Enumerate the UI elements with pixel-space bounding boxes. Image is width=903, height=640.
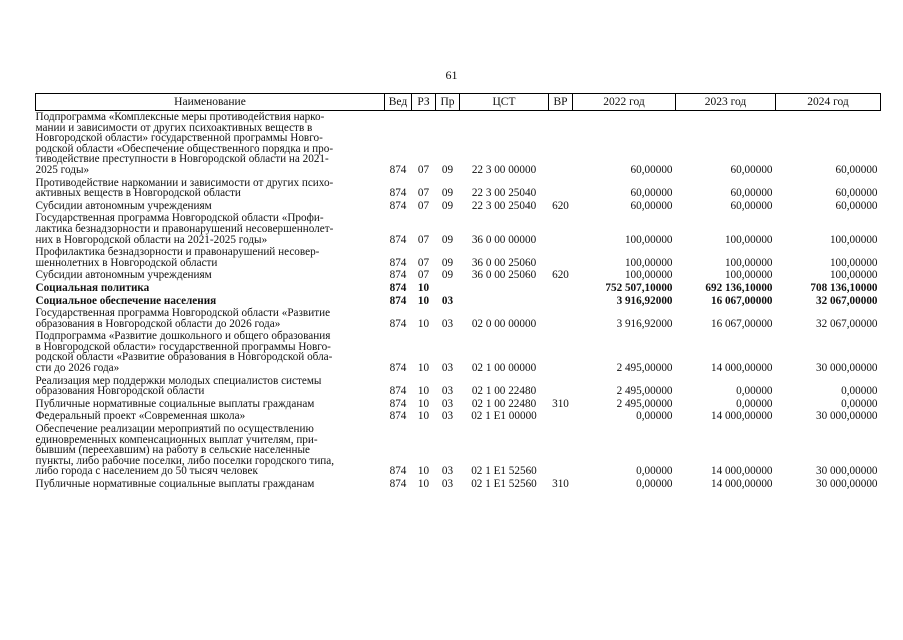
header-cst: ЦСТ: [460, 94, 549, 111]
table-row: [36, 246, 881, 269]
pr-code: 03: [441, 362, 454, 375]
cst-code: 36 0 00 00000: [471, 233, 537, 246]
budget-table: [35, 93, 881, 491]
value-2022: 3 916,92000: [616, 294, 673, 307]
rz-code: 10: [417, 294, 430, 307]
rz-code: 07: [417, 269, 430, 282]
value-2023: 14 000,00000: [710, 362, 773, 375]
table-row: [36, 307, 881, 330]
ved-code: 874: [389, 385, 407, 398]
rz-code: 10: [417, 465, 430, 478]
value-2023: 692 136,10000: [705, 281, 773, 294]
value-2024: 60,00000: [835, 163, 878, 176]
value-2022: 3 916,92000: [616, 317, 673, 330]
value-2022: 2 495,00000: [616, 362, 673, 375]
name: Публичные нормативные социальные выплаты гражданам: [35, 397, 315, 410]
name: Обеспечение реализации мероприятий по осуществлению единовременных компенсационных выплат учителям, при- бывшим (переехавшим) на работу в сельские населенные пункты, либо рабочие поселки, либо поселки городского типа, либо города с населением до 50 тысяч человек: [35, 423, 335, 478]
table-row: [36, 410, 881, 423]
vr-code: 310: [552, 478, 569, 490]
ved-code: 874: [389, 410, 407, 423]
ved-code: 874: [389, 269, 407, 282]
cst-code: 36 0 00 25060: [471, 269, 537, 282]
value-2024: 30 000,00000: [815, 465, 878, 478]
pr-code: 03: [441, 385, 454, 398]
value-2023: 60,00000: [730, 199, 773, 212]
value-2024: 60,00000: [835, 187, 878, 200]
value-2022: 0,00000: [636, 465, 673, 478]
header-name: Наименование: [36, 94, 385, 111]
header-2023: 2023 год: [676, 94, 776, 111]
cst-code: 02 1 E1 52560: [471, 465, 537, 478]
vr-code: [549, 282, 573, 295]
value-2023: 60,00000: [730, 163, 773, 176]
rz-code: 07: [417, 256, 430, 269]
pr-code: 09: [441, 256, 454, 269]
cst-code: 02 1 00 00000: [471, 362, 537, 375]
name: Публичные нормативные социальные выплаты гражданам: [35, 478, 315, 490]
cst-code: 22 3 00 00000: [471, 163, 537, 176]
cst-code: 36 0 00 25060: [471, 256, 537, 269]
table-row: [36, 177, 881, 200]
header-2022: 2022 год: [573, 94, 676, 111]
rz-code: 10: [417, 317, 430, 330]
cst-code: 22 3 00 25040: [471, 187, 537, 200]
rz-code: 10: [417, 478, 430, 490]
name: Социальная политика: [35, 281, 150, 294]
page-number: 61: [445, 68, 458, 82]
rz-code: 07: [417, 233, 430, 246]
vr-code: [549, 295, 573, 308]
name: Профилактика безнадзорности и правонарушений несовер- шеннолетних в Новгородской области: [35, 246, 320, 269]
value-2024: 708 136,10000: [810, 281, 878, 294]
vr-code: [549, 410, 573, 423]
ved-code: 874: [389, 397, 407, 410]
value-2024: 32 067,00000: [815, 294, 878, 307]
name: Противодействие наркомании и зависимости от других психо- активных веществ в Новгородской области: [35, 176, 334, 200]
cst-code: 02 1 00 22480: [471, 397, 537, 410]
rz-code: 10: [417, 385, 430, 398]
value-2024: 100,00000: [829, 256, 878, 269]
value-2023: 14 000,00000: [710, 478, 773, 490]
vr-code: [549, 423, 573, 478]
vr-code: 310: [552, 397, 569, 410]
name: Государственная программа Новгородской области «Профи- лактика безнадзорности и правонарушений несовершеннолет- них в Новгородской области на 2021-2025 годы»: [35, 212, 334, 246]
header-2024: 2024 год: [776, 94, 881, 111]
ved-code: 874: [389, 233, 407, 246]
pr-code: 09: [441, 187, 454, 200]
table-body: [36, 111, 881, 491]
table-row: [36, 398, 881, 411]
rz-code: 10: [417, 362, 430, 375]
table-header: [36, 94, 881, 111]
ved-code: 874: [389, 281, 407, 294]
cst-code: 22 3 00 25040: [471, 199, 537, 212]
name: Подпрограмма «Развитие дошкольного и общего образования в Новгородской области» государственной программы Новго- родской области «Развитие образования в Новгородской обла- сти до 2026 года»: [35, 330, 333, 375]
value-2022: 60,00000: [630, 199, 673, 212]
ved-code: 874: [389, 362, 407, 375]
pr-code: 03: [441, 294, 454, 307]
vr-code: [549, 177, 573, 200]
ved-code: 874: [389, 317, 407, 330]
value-2024: 100,00000: [829, 269, 878, 282]
value-2024: 0,00000: [841, 397, 878, 410]
pr-code: 03: [441, 317, 454, 330]
vr-code: 620: [552, 199, 569, 212]
cst-code: 02 1 00 22480: [471, 385, 537, 398]
cst-code: 02 1 E1 52560: [471, 478, 537, 490]
vr-code: [549, 111, 573, 177]
value-2023: 100,00000: [724, 233, 773, 246]
value-2024: 0,00000: [841, 385, 878, 398]
table-row: [36, 478, 881, 491]
value-2024: 60,00000: [835, 199, 878, 212]
rz-code: 07: [417, 187, 430, 200]
name: Федеральный проект «Современная школа»: [35, 410, 246, 423]
rz-code: 07: [417, 199, 430, 212]
ved-code: 874: [389, 478, 407, 490]
value-2022: 60,00000: [630, 187, 673, 200]
name: Субсидии автономным учреждениям: [35, 199, 212, 212]
header-pr: Пр: [436, 94, 460, 111]
value-2022: 2 495,00000: [616, 397, 673, 410]
cst-code: [460, 295, 549, 308]
value-2022: 100,00000: [624, 233, 673, 246]
value-2023: 60,00000: [730, 187, 773, 200]
pr-code: 09: [441, 199, 454, 212]
value-2022: 100,00000: [624, 256, 673, 269]
pr-code: 09: [441, 233, 454, 246]
value-2023: 100,00000: [724, 269, 773, 282]
table-row: [36, 269, 881, 282]
pr-code: 03: [441, 397, 454, 410]
value-2023: 14 000,00000: [710, 465, 773, 478]
rz-code: 10: [417, 397, 430, 410]
value-2023: 14 000,00000: [710, 410, 773, 423]
value-2023: 16 067,00000: [710, 317, 773, 330]
ved-code: 874: [389, 199, 407, 212]
value-2022: 0,00000: [636, 410, 673, 423]
value-2023: 100,00000: [724, 256, 773, 269]
rz-code: 07: [417, 163, 430, 176]
value-2024: 100,00000: [829, 233, 878, 246]
pr-code: 03: [441, 410, 454, 423]
rz-code: 10: [417, 410, 430, 423]
vr-code: [549, 212, 573, 246]
value-2024: 30 000,00000: [815, 478, 878, 490]
table-row: [36, 282, 881, 295]
table-row: [36, 212, 881, 246]
table-row: [36, 111, 881, 177]
vr-code: [549, 375, 573, 398]
pr-code: 09: [441, 269, 454, 282]
table-row: [36, 330, 881, 374]
value-2022: 2 495,00000: [616, 385, 673, 398]
vr-code: 620: [552, 269, 569, 282]
value-2022: 60,00000: [630, 163, 673, 176]
value-2023: 16 067,00000: [710, 294, 773, 307]
vr-code: [549, 330, 573, 374]
vr-code: [549, 246, 573, 269]
ved-code: 874: [389, 256, 407, 269]
name: Государственная программа Новгородской области «Развитие образования в Новгородской области до 2026 года»: [35, 307, 331, 330]
pr-code: 03: [441, 465, 454, 478]
ved-code: 874: [389, 294, 407, 307]
value-2024: 30 000,00000: [815, 362, 878, 375]
value-2023: 0,00000: [736, 385, 773, 398]
value-2024: 30 000,00000: [815, 410, 878, 423]
rz-code: 10: [417, 281, 430, 294]
table-row: [36, 375, 881, 398]
ved-code: 874: [389, 187, 407, 200]
vr-code: [549, 307, 573, 330]
header-rz: РЗ: [412, 94, 436, 111]
ved-code: 874: [389, 163, 407, 176]
pr-code: 03: [441, 478, 454, 490]
name: Субсидии автономным учреждениям: [35, 269, 212, 282]
value-2022: 0,00000: [636, 478, 673, 490]
table-row: [36, 423, 881, 478]
name: Реализация мер поддержки молодых специалистов системы образования Новгородской области: [35, 374, 322, 398]
cst-code: [460, 282, 549, 295]
value-2023: 0,00000: [736, 397, 773, 410]
name: Социальное обеспечение населения: [35, 294, 217, 307]
value-2022: 752 507,10000: [605, 281, 673, 294]
pr-code: [436, 282, 460, 295]
value-2024: 32 067,00000: [815, 317, 878, 330]
cst-code: 02 0 00 00000: [471, 317, 537, 330]
header-ved: Вед: [385, 94, 412, 111]
cst-code: 02 1 E1 00000: [471, 410, 537, 423]
pr-code: 09: [441, 163, 454, 176]
name: Подпрограмма «Комплексные меры противодействия нарко- мании и зависимости от других психоактивных веществ в Новгородской области» государственной программы Новго- родской области «Обеспечение общественного порядка и про- тиводействие преступности в Новгородской области на 2021- 2025 годы»: [35, 111, 334, 176]
value-2022: 100,00000: [624, 269, 673, 282]
ved-code: 874: [389, 465, 407, 478]
table-row: [36, 295, 881, 308]
header-vr: ВР: [549, 94, 573, 111]
table-row: [36, 200, 881, 213]
